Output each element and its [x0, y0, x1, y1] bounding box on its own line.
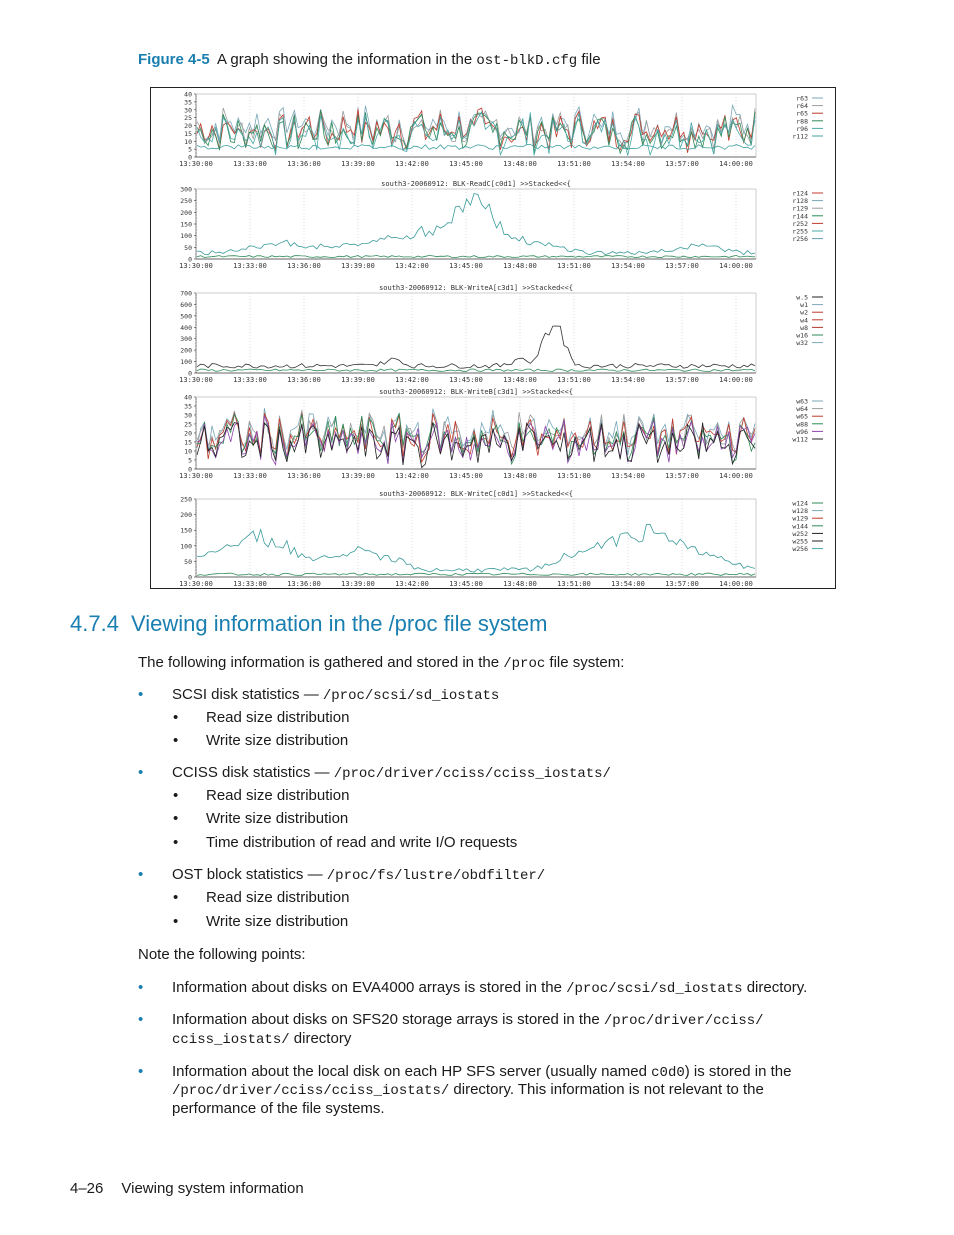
legend-label: w96 — [796, 427, 808, 436]
x-tick-label: 13:57:00 — [665, 160, 699, 168]
x-tick-label: 13:39:00 — [341, 580, 375, 588]
y-tick-label: 0 — [188, 255, 192, 264]
bullet-icon: • — [138, 686, 144, 703]
legend-label: w112 — [792, 435, 808, 444]
legend-label: r144 — [792, 212, 808, 221]
note-text-end: ) is stored in the — [684, 1063, 792, 1080]
y-tick-label: 100 — [180, 358, 192, 367]
note-text: Information about disks on SFS20 storage arrays is stored in the — [172, 1011, 600, 1028]
x-tick-label: 13:48:00 — [503, 160, 537, 168]
legend-label: r256 — [792, 235, 808, 244]
x-tick-label: 13:42:00 — [395, 472, 429, 480]
x-tick-label: 13:51:00 — [557, 472, 591, 480]
subitem-text: Read size distribution — [206, 709, 350, 726]
x-tick-label: 14:00:00 — [719, 580, 753, 588]
y-tick-label: 250 — [180, 197, 192, 206]
series-line — [197, 326, 755, 368]
legend-label: r124 — [792, 189, 808, 198]
intro-text-end: file system: — [549, 654, 625, 671]
y-tick-label: 150 — [180, 526, 192, 535]
note-text: Information about disks on EVA4000 arrays is stored in the — [172, 979, 562, 996]
legend-label: r255 — [792, 227, 808, 236]
y-tick-label: 35 — [184, 98, 192, 107]
note-text-end: directory. — [746, 979, 808, 996]
series-line — [197, 369, 755, 371]
graphs-svg — [151, 88, 835, 588]
y-tick-label: 200 — [180, 346, 192, 355]
legend-label: w124 — [792, 499, 808, 508]
x-tick-label: 13:54:00 — [611, 160, 645, 168]
y-tick-label: 200 — [180, 208, 192, 217]
series-line — [197, 145, 755, 150]
x-tick-label: 13:30:00 — [179, 580, 213, 588]
series-line — [197, 256, 755, 258]
x-tick-label: 13:51:00 — [557, 376, 591, 384]
x-tick-label: 13:57:00 — [665, 472, 699, 480]
section-title: Viewing information in the /proc file system — [130, 611, 548, 636]
y-tick-label: 0 — [188, 465, 192, 474]
y-tick-label: 25 — [184, 420, 192, 429]
legend-label: r112 — [792, 132, 808, 141]
legend-label: r96 — [796, 124, 808, 133]
legend-label: r252 — [792, 219, 808, 228]
y-tick-label: 50 — [184, 243, 192, 252]
x-tick-label: 13:48:00 — [503, 262, 537, 270]
series-line — [197, 524, 755, 572]
section-number: 4.7.4 — [70, 611, 119, 636]
note-heading: Note the following points: — [138, 946, 306, 963]
y-tick-label: 200 — [180, 511, 192, 520]
x-tick-label: 13:51:00 — [557, 160, 591, 168]
y-tick-label: 150 — [180, 220, 192, 229]
series-line — [197, 194, 755, 255]
y-tick-label: 0 — [188, 369, 192, 378]
legend-label: r63 — [796, 94, 808, 103]
x-tick-label: 13:33:00 — [233, 376, 267, 384]
section-heading — [70, 611, 548, 637]
caption-filename: ost-blkD.cfg — [476, 53, 578, 69]
y-tick-label: 500 — [180, 312, 192, 321]
legend-label: w.5 — [796, 293, 808, 302]
subitem-text: Write size distribution — [206, 732, 349, 749]
note-text: Information about the local disk on each HP SFS server (usually named — [172, 1063, 647, 1080]
y-tick-label: 700 — [180, 289, 192, 298]
subitem-text: Write size distribution — [206, 810, 349, 827]
x-tick-label: 13:51:00 — [557, 262, 591, 270]
y-tick-label: 20 — [184, 122, 192, 130]
bullet-icon: • — [173, 834, 179, 851]
legend-label: w255 — [792, 537, 808, 546]
x-tick-label: 13:30:00 — [179, 472, 213, 480]
x-tick-label: 13:39:00 — [341, 160, 375, 168]
y-tick-label: 0 — [188, 573, 192, 582]
x-tick-label: 13:30:00 — [179, 376, 213, 384]
bullet-icon: • — [173, 709, 179, 726]
subitem-text: Read size distribution — [206, 787, 350, 804]
x-tick-label: 13:54:00 — [611, 262, 645, 270]
legend-label: w88 — [796, 420, 808, 429]
y-tick-label: 0 — [188, 153, 192, 162]
bullet-icon: • — [173, 889, 179, 906]
y-tick-label: 10 — [184, 137, 192, 146]
legend-label: w16 — [796, 331, 808, 340]
x-tick-label: 13:45:00 — [449, 376, 483, 384]
intro-paragraph — [138, 654, 624, 672]
note-code: /proc/scsi/sd_iostats — [566, 981, 743, 997]
legend-label: w65 — [796, 412, 808, 421]
x-tick-label: 13:39:00 — [341, 376, 375, 384]
legend-label: w128 — [792, 507, 808, 516]
y-tick-label: 20 — [184, 429, 192, 438]
y-tick-label: 15 — [184, 129, 192, 138]
x-tick-label: 13:57:00 — [665, 376, 699, 384]
y-tick-label: 30 — [184, 411, 192, 420]
series-line — [197, 573, 755, 575]
x-tick-label: 13:30:00 — [179, 160, 213, 168]
page-footer — [70, 1180, 304, 1197]
x-tick-label: 13:42:00 — [395, 262, 429, 270]
subitem-text: Read size distribution — [206, 889, 350, 906]
note-code: c0d0 — [651, 1065, 685, 1081]
x-tick-label: 13:36:00 — [287, 376, 321, 384]
subitem-text: Write size distribution — [206, 913, 349, 930]
note-code: cciss_iostats/ — [172, 1032, 290, 1048]
figure-caption — [138, 51, 601, 69]
legend-label: r65 — [796, 109, 808, 118]
legend-label: r64 — [796, 102, 808, 111]
x-tick-label: 13:39:00 — [341, 262, 375, 270]
y-tick-label: 50 — [184, 557, 192, 566]
note-text-end: directory. This information is not relevant to the — [453, 1081, 764, 1098]
x-tick-label: 13:54:00 — [611, 580, 645, 588]
x-tick-label: 13:39:00 — [341, 472, 375, 480]
stat-path: /proc/scsi/sd_iostats — [322, 688, 500, 704]
x-tick-label: 13:57:00 — [665, 262, 699, 270]
x-tick-label: 13:30:00 — [179, 262, 213, 270]
page-number: 4–26 — [70, 1180, 104, 1197]
legend-label: r88 — [796, 117, 808, 126]
x-tick-label: 13:45:00 — [449, 160, 483, 168]
x-tick-label: 13:42:00 — [395, 580, 429, 588]
x-tick-label: 13:36:00 — [287, 580, 321, 588]
stat-path: /proc/driver/cciss/cciss_iostats/ — [333, 766, 611, 782]
legend-label: w129 — [792, 514, 808, 523]
note-text-end: directory — [293, 1030, 352, 1047]
legend-label: w4 — [800, 316, 808, 325]
x-tick-label: 13:54:00 — [611, 376, 645, 384]
bullet-icon: • — [138, 866, 144, 883]
legend-label: w2 — [800, 308, 808, 317]
caption-text: A graph showing the information in the — [217, 51, 473, 68]
y-tick-label: 300 — [180, 185, 192, 194]
y-tick-label: 250 — [180, 495, 192, 504]
y-tick-label: 40 — [184, 90, 192, 99]
y-tick-label: 300 — [180, 335, 192, 344]
panel-title: south3-20060912: BLK-WriteB[c3d1] >>Stacked<<{ — [379, 388, 573, 396]
x-tick-label: 14:00:00 — [719, 262, 753, 270]
x-tick-label: 13:57:00 — [665, 580, 699, 588]
panel-title: south3-20060912: BLK-ReadC[c0d1] >>Stacked<<{ — [381, 180, 571, 188]
legend-label: w1 — [800, 301, 808, 310]
legend-label: w144 — [792, 522, 808, 531]
note-code: /proc/driver/cciss/ — [603, 1013, 764, 1029]
figure-label: Figure 4-5 — [138, 51, 210, 68]
x-tick-label: 13:42:00 — [395, 160, 429, 168]
bullet-icon: • — [173, 787, 179, 804]
x-tick-label: 13:48:00 — [503, 580, 537, 588]
stat-path: /proc/fs/lustre/obdfilter/ — [326, 868, 546, 884]
y-tick-label: 30 — [184, 106, 192, 115]
legend-label: w64 — [796, 405, 808, 414]
y-tick-label: 25 — [184, 114, 192, 123]
stacked-graphs-figure — [150, 87, 836, 589]
y-tick-label: 600 — [180, 300, 192, 309]
x-tick-label: 13:36:00 — [287, 262, 321, 270]
y-tick-label: 40 — [184, 393, 192, 402]
x-tick-label: 14:00:00 — [719, 376, 753, 384]
intro-text: The following information is gathered and stored in the — [138, 654, 500, 671]
x-tick-label: 13:54:00 — [611, 472, 645, 480]
legend-label: w8 — [800, 323, 808, 332]
y-tick-label: 400 — [180, 323, 192, 332]
bullet-icon: • — [138, 1063, 144, 1080]
intro-code: /proc — [503, 656, 546, 672]
stat-label: OST block statistics — — [172, 866, 323, 883]
bullet-icon: • — [138, 1011, 144, 1028]
stat-label: SCSI disk statistics — — [172, 686, 319, 703]
panel-title: south3-20060912: BLK-WriteA[c3d1] >>Stacked<<{ — [379, 284, 573, 292]
note-code: /proc/driver/cciss/cciss_iostats/ — [172, 1083, 450, 1099]
legend-label: r128 — [792, 197, 808, 206]
x-tick-label: 13:33:00 — [233, 472, 267, 480]
x-tick-label: 13:36:00 — [287, 472, 321, 480]
y-tick-label: 5 — [188, 456, 192, 465]
x-tick-label: 14:00:00 — [719, 472, 753, 480]
x-tick-label: 13:42:00 — [395, 376, 429, 384]
legend-label: w63 — [796, 397, 808, 406]
legend-label: w252 — [792, 529, 808, 538]
y-tick-label: 100 — [180, 542, 192, 551]
x-tick-label: 13:51:00 — [557, 580, 591, 588]
bullet-icon: • — [138, 764, 144, 781]
y-tick-label: 10 — [184, 447, 192, 456]
y-tick-label: 5 — [188, 145, 192, 154]
series-line — [197, 105, 755, 147]
legend-label: w256 — [792, 545, 808, 554]
x-tick-label: 13:33:00 — [233, 160, 267, 168]
x-tick-label: 13:36:00 — [287, 160, 321, 168]
x-tick-label: 13:45:00 — [449, 262, 483, 270]
x-tick-label: 13:33:00 — [233, 262, 267, 270]
caption-text-end: file — [581, 51, 601, 68]
series-line — [197, 107, 755, 149]
x-tick-label: 13:45:00 — [449, 472, 483, 480]
x-tick-label: 13:48:00 — [503, 376, 537, 384]
legend-label: w32 — [796, 339, 808, 348]
legend-label: r129 — [792, 204, 808, 213]
panel-title: south3-20060912: BLK-WriteC[c0d1] >>Stacked<<{ — [379, 490, 573, 498]
y-tick-label: 15 — [184, 438, 192, 447]
bullet-icon: • — [173, 913, 179, 930]
x-tick-label: 13:33:00 — [233, 580, 267, 588]
stat-label: CCISS disk statistics — — [172, 764, 330, 781]
footer-title: Viewing system information — [121, 1180, 304, 1197]
x-tick-label: 13:48:00 — [503, 472, 537, 480]
bullet-icon: • — [138, 979, 144, 996]
bullet-icon: • — [173, 810, 179, 827]
x-tick-label: 14:00:00 — [719, 160, 753, 168]
y-tick-label: 100 — [180, 232, 192, 241]
note-text-line3: performance of the file systems. — [172, 1100, 385, 1117]
x-tick-label: 13:45:00 — [449, 580, 483, 588]
y-tick-label: 35 — [184, 402, 192, 411]
bullet-icon: • — [173, 732, 179, 749]
subitem-text: Time distribution of read and write I/O requests — [206, 834, 518, 851]
